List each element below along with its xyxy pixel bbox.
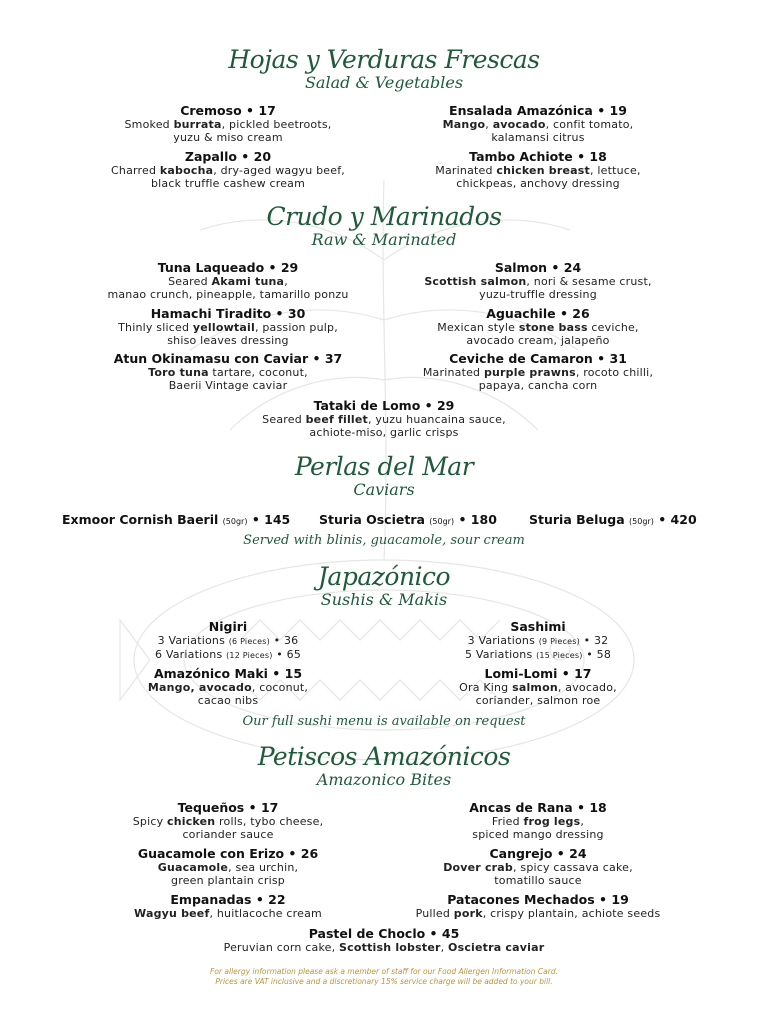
dish-patacones-mechados: Patacones Mechados • 19 Pulled pork, crispy plantain, achiote seeds — [368, 892, 708, 920]
dish-zapallo: Zapallo • 20 Charred kabocha, dry-aged wagyu beef, black truffle cashew cream — [58, 149, 398, 190]
dish-pastel-de-choclo: Pastel de Choclo • 45 Peruvian corn cake, Scottish lobster, Oscietra caviar — [134, 926, 634, 954]
dish-tataki-de-lomo: Tataki de Lomo • 29 Seared beef fillet, yuzu huancaina sauce, achiote-miso, garlic crisps — [134, 398, 634, 439]
dish-name: Guacamole con Erizo • 26 — [137, 846, 319, 861]
section-caviar — [0, 453, 768, 499]
dish-name: Patacones Mechados • 19 — [447, 892, 629, 907]
caviar-item: Sturia Beluga (50gr) • 420 — [529, 512, 697, 527]
dish-tambo-achiote: Tambo Achiote • 18 Marinated chicken breast, lettuce, chickpeas, anchovy dressing — [368, 149, 708, 190]
section-subtitle: Amazonico Bites — [316, 770, 452, 789]
section-title: Petiscos Amazónicos — [257, 742, 511, 771]
dish-name: Zapallo • 20 — [184, 149, 272, 164]
dish-nigiri: Nigiri 3 Variations (6 Pieces) • 36 6 Variations (12 Pieces) • 65 — [58, 619, 398, 662]
caviar-item: Sturia Oscietra (50gr) • 180 — [319, 512, 497, 527]
dish-name: Empanadas • 22 — [170, 892, 286, 907]
section-title: Hojas y Verduras Frescas — [228, 45, 540, 74]
dish-lomi-lomi: Lomi-Lomi • 17 Ora King salmon, avocado, coriander, salmon roe — [368, 666, 708, 707]
dish-name: Ancas de Rana • 18 — [469, 800, 607, 815]
dish-name: Tambo Achiote • 18 — [469, 149, 607, 164]
dish-tequenos: Tequeños • 17 Spicy chicken rolls, tybo cheese, coriander sauce — [58, 800, 398, 841]
dish-tuna-laqueado: Tuna Laqueado • 29 Seared Akami tuna, manao crunch, pineapple, tamarillo ponzu — [58, 260, 398, 301]
dish-name: Pastel de Choclo • 45 — [308, 926, 460, 941]
dish-name: Ceviche de Camaron • 31 — [449, 351, 627, 366]
section-sushi — [0, 563, 768, 609]
footer-disclaimer — [0, 967, 768, 987]
dish-amazonico-maki: Amazónico Maki • 15 Mango, avocado, coconut, cacao nibs — [58, 666, 398, 707]
dish-name: Tuna Laqueado • 29 — [157, 260, 299, 275]
dish-name: Cremoso • 17 — [180, 103, 276, 118]
dish-atun-okinamasu: Atun Okinamasu con Caviar • 37 Toro tuna tartare, coconut, Baerii Vintage caviar — [58, 351, 398, 392]
dish-name: Cangrejo • 24 — [489, 846, 587, 861]
footer-line: For allergy information please ask a member of staff for our Food Allergen Information Card. — [210, 967, 558, 976]
section-title: Japazónico — [317, 562, 451, 591]
dish-name: Atun Okinamasu con Caviar • 37 — [113, 351, 343, 366]
section-title: Perlas del Mar — [294, 452, 474, 481]
dish-name: Hamachi Tiradito • 30 — [150, 306, 306, 321]
dish-name: Aguachile • 26 — [486, 306, 590, 321]
dish-salmon: Salmon • 24 Scottish salmon, nori & sesame crust, yuzu-truffle dressing — [368, 260, 708, 301]
dish-sashimi: Sashimi 3 Variations (9 Pieces) • 32 5 Variations (15 Pieces) • 58 — [368, 619, 708, 662]
dish-name: Nigiri — [208, 619, 248, 634]
dish-aguachile: Aguachile • 26 Mexican style stone bass ceviche, avocado cream, jalapeño — [368, 306, 708, 347]
section-title: Crudo y Marinados — [266, 202, 502, 231]
section-subtitle: Caviars — [353, 480, 415, 499]
dish-ancas-de-rana: Ancas de Rana • 18 Fried frog legs, spiced mango dressing — [368, 800, 708, 841]
section-raw — [0, 203, 768, 249]
dish-empanadas: Empanadas • 22 Wagyu beef, huitlacoche cream — [58, 892, 398, 920]
dish-hamachi-tiradito: Hamachi Tiradito • 30 Thinly sliced yellowtail, passion pulp, shiso leaves dressing — [58, 306, 398, 347]
section-salad — [0, 46, 768, 92]
dish-name: Amazónico Maki • 15 — [153, 666, 303, 681]
dish-cremoso: Cremoso • 17 Smoked burrata, pickled beetroots, yuzu & miso cream — [58, 103, 398, 144]
sushi-note: Our full sushi menu is available on request — [242, 714, 526, 729]
caviar-note: Served with blinis, guacamole, sour cream — [243, 533, 525, 548]
section-subtitle: Salad & Vegetables — [304, 73, 464, 92]
section-subtitle: Raw & Marinated — [311, 230, 457, 249]
dish-ensalada-amazonica: Ensalada Amazónica • 19 Mango, avocado, confit tomato, kalamansi citrus — [368, 103, 708, 144]
dish-cangrejo: Cangrejo • 24 Dover crab, spicy cassava cake, tomatillo sauce — [368, 846, 708, 887]
section-subtitle: Sushis & Makis — [320, 590, 448, 609]
dish-name: Sashimi — [510, 619, 566, 634]
dish-name: Tataki de Lomo • 29 — [313, 398, 455, 413]
dish-name: Tequeños • 17 — [177, 800, 279, 815]
caviar-item: Exmoor Cornish Baeril (50gr) • 145 — [62, 512, 291, 527]
dish-name: Ensalada Amazónica • 19 — [449, 103, 627, 118]
dish-name: Salmon • 24 — [494, 260, 582, 275]
dish-guacamole-con-erizo: Guacamole con Erizo • 26 Guacamole, sea urchin, green plantain crisp — [58, 846, 398, 887]
dish-name: Lomi-Lomi • 17 — [484, 666, 592, 681]
dish-ceviche-de-camaron: Ceviche de Camaron • 31 Marinated purple prawns, rocoto chilli, papaya, cancha corn — [368, 351, 708, 392]
section-bites — [0, 743, 768, 789]
footer-line: Prices are VAT inclusive and a discretionary 15% service charge will be added to your bill. — [215, 977, 553, 986]
